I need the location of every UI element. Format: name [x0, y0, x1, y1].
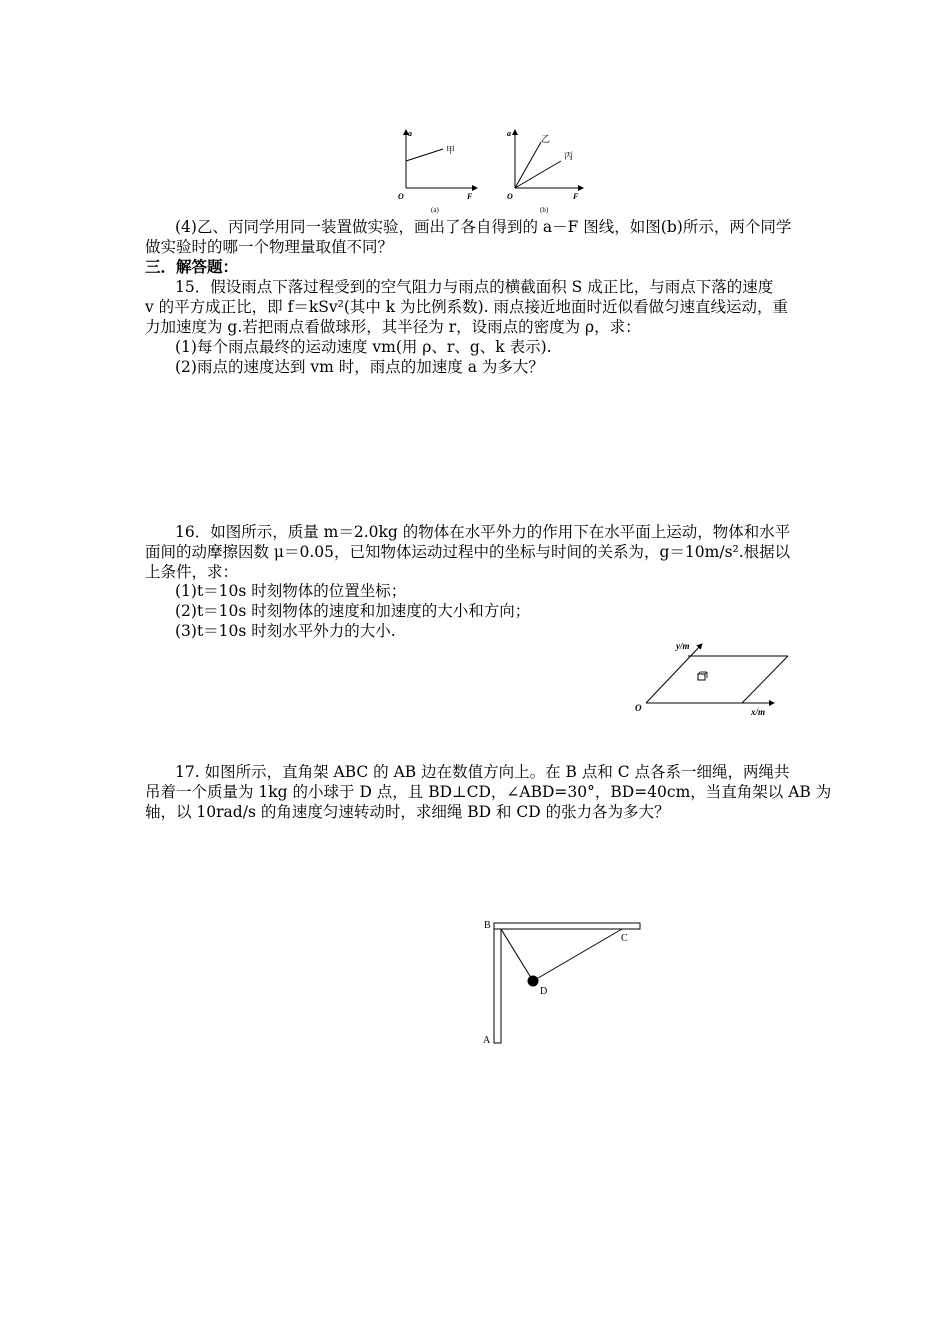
q17-line1: 17. 如图所示，直角架 ABC 的 AB 边在数值方向上。在 B 点和 C 点各系一细绳，两绳共 — [175, 763, 790, 781]
section-heading: 三．解答题： — [145, 257, 239, 276]
xy-x-label: x/m — [751, 707, 766, 717]
q15-line3: 力加速度为 g.若把雨点看做球形，其半径为 r，设雨点的密度为 ρ，求： — [145, 318, 641, 336]
graph-a-caption: (a) — [431, 206, 439, 214]
xy-origin: O — [635, 703, 642, 713]
q16-line1: 16．如图所示，质量 m＝2.0kg 的物体在水平外力的作用下在水平面上运动，物体和水平 — [175, 523, 791, 541]
graph-b-yi: 乙 — [541, 134, 551, 144]
q15-line2: v 的平方成正比，即 f＝kSv²(其中 k 为比例系数). 雨点接近地面时近似看做匀速直线运动，重 — [145, 298, 789, 316]
q15-sub1: (1)每个雨点最终的运动速度 vm(用 ρ、r、g、k 表示). — [175, 338, 552, 356]
q15-line1: 15．假设雨点下落过程受到的空气阻力与雨点的横截面积 S 成正比，与雨点下落的速度 — [175, 278, 774, 296]
graph-b-caption: (b) — [540, 206, 549, 214]
q16-sub3: (3)t＝10s 时刻水平外力的大小. — [175, 622, 396, 640]
q16-sub2: (2)t＝10s 时刻物体的速度和加速度的大小和方向； — [175, 602, 531, 620]
graph-a — [398, 129, 477, 214]
graph-b-origin: O — [507, 192, 513, 201]
frame-abc-figure — [478, 915, 648, 1050]
point-c-label: C — [621, 933, 628, 944]
q16-line2: 面间的动摩擦因数 μ＝0.05，已知物体运动过程中的坐标与时间的关系为，g＝10m/s².根据以 — [145, 543, 791, 561]
point-d-label: D — [540, 986, 548, 997]
object-box-icon — [698, 674, 705, 680]
q17-line2: 吊着一个质量为 1kg 的小球于 D 点，且 BD⊥CD，∠ABD=30°，BD=40cm，当直角架以 AB 为 — [145, 783, 832, 801]
graph-a-origin: O — [398, 192, 404, 201]
graph-b-bing: 丙 — [564, 151, 574, 161]
graph-b-axis-a: a — [507, 129, 511, 138]
graph-b — [507, 129, 583, 214]
xy-plane-figure — [630, 638, 800, 718]
q16-sub1: (1)t＝10s 时刻物体的位置坐标； — [175, 582, 407, 600]
q16-line3: 上条件，求： — [145, 563, 239, 581]
q14-4-line2: 做实验时的哪一个物理量取值不同？ — [145, 238, 394, 256]
q14-4-line1: (4)乙、丙同学用同一装置做实验，画出了各自得到的 a－F 图线，如图(b)所示，两个同学 — [175, 218, 792, 236]
xy-y-label: y/m — [676, 641, 690, 651]
graph-a-axis-f: F — [467, 192, 473, 201]
af-graph-figure — [395, 125, 585, 215]
q15-sub2: (2)雨点的速度达到 vm 时，雨点的加速度 a 为多大？ — [175, 358, 544, 376]
graph-b-axis-f: F — [573, 192, 579, 201]
point-b-label: B — [484, 920, 491, 931]
graph-a-jia: 甲 — [446, 145, 456, 155]
point-a-label: A — [483, 1035, 491, 1046]
graph-a-axis-a: a — [408, 129, 412, 138]
q17-line3: 轴，以 10rad/s 的角速度匀速转动时，求细绳 BD 和 CD 的张力各为多大？ — [145, 803, 670, 821]
ball-d — [528, 976, 539, 987]
